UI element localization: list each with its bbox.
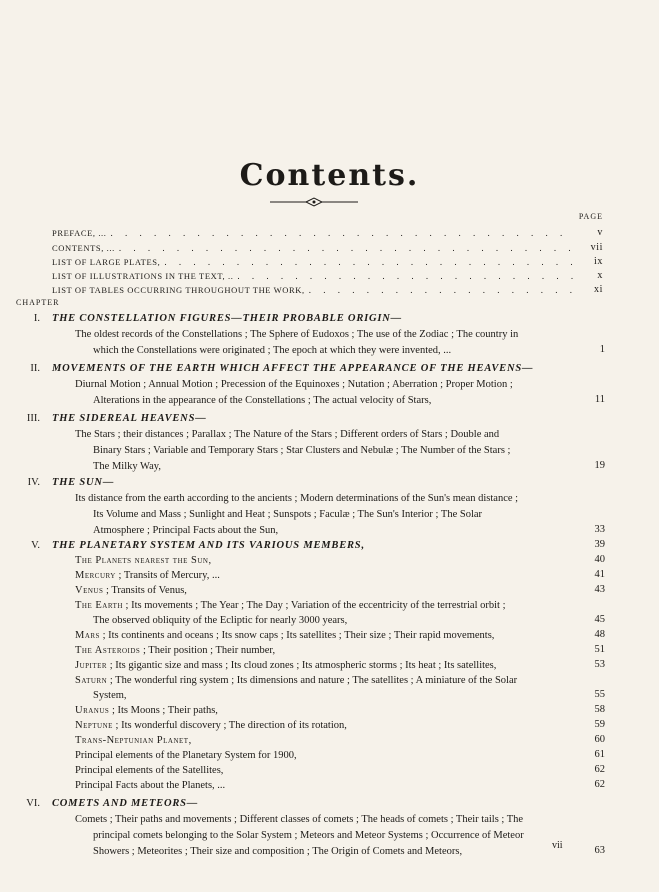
entry-page: 55 (594, 689, 605, 700)
chapter-title: THE SUN— (52, 477, 115, 488)
entry-subject: Venus (75, 585, 104, 596)
entry-line: Alterations in the appearance of the Constellations ; The actual velocity of Stars, (93, 395, 432, 406)
front-matter-row (52, 225, 603, 239)
entry-subject: Jupiter (75, 660, 108, 671)
entry-subject: The Asteroids (75, 645, 141, 656)
entry-line: Its distance from the earth according to the ancients ; Modern determinations of the Sun's mean distance ; (75, 493, 519, 504)
chapter-number: I. (33, 313, 40, 324)
chapter-number: IV. (27, 477, 40, 488)
entry-line: Trans-Neptunian Planet, (75, 735, 192, 746)
front-matter-page: vii (590, 242, 603, 253)
entry-page: 51 (594, 644, 605, 655)
entry-line: Showers ; Meteorites ; Their size and composition ; The Origin of Comets and Meteors, (93, 846, 463, 857)
front-matter-label: LIST OF ILLUSTRATIONS IN THE TEXT, .. (52, 271, 234, 281)
dot-leader (111, 227, 573, 239)
entry-line: Mars ; Its continents and oceans ; Its snow caps ; Its satellites ; Their size ; Their rapid movements, (75, 630, 495, 641)
entry-line: Diurnal Motion ; Annual Motion ; Precession of the Equinoxes ; Nutation ; Aberration ; Proper Motion ; (75, 379, 513, 390)
dot-leader (237, 270, 573, 282)
chapter-number: VI. (26, 798, 40, 809)
chapter-title: THE CONSTELLATION FIGURES—THEIR PROBABLE ORIGIN— (52, 313, 402, 324)
entry-line: System, (93, 690, 127, 701)
entry-page: 59 (594, 719, 605, 730)
entry-line: Comets ; Their paths and movements ; Different classes of comets ; The heads of comets ; Their tails ; The (75, 814, 524, 825)
entry-line: The Milky Way, (93, 461, 161, 472)
dot-leader (309, 284, 573, 296)
entry-page: 39 (594, 539, 605, 550)
entry-line: Neptune ; Its wonderful discovery ; The direction of its rotation, (75, 720, 347, 731)
entry-line: Principal elements of the Planetary System for 1900, (75, 750, 297, 761)
page-folio: vii (552, 840, 563, 851)
entry-line: Principal elements of the Satellites, (75, 765, 224, 776)
entry-line: Jupiter ; Its gigantic size and mass ; Its cloud zones ; Its atmospheric storms ; Its heat ; Its satellites, (75, 660, 497, 671)
entry-page: 62 (594, 779, 605, 790)
entry-page: 43 (594, 584, 605, 595)
entry-line: The observed obliquity of the Ecliptic for nearly 3000 years, (93, 615, 348, 626)
entry-subject: Neptune (75, 720, 113, 731)
chapter-number: II. (30, 363, 40, 374)
front-matter-page: xi (594, 284, 603, 295)
entry-page: 1 (599, 344, 605, 355)
front-matter-page: x (597, 270, 603, 281)
chapter-column-header: CHAPTER (16, 298, 60, 307)
chapter-number: III. (26, 413, 40, 424)
dot-leader (164, 256, 573, 268)
entry-line: The Stars ; their distances ; Parallax ; The Nature of the Stars ; Different orders of Stars ; Double and (75, 429, 500, 440)
entry-subject: Mars (75, 630, 100, 641)
page-title: Contents. (239, 158, 420, 193)
ornament-divider-icon (268, 197, 360, 207)
entry-line: The oldest records of the Constellations ; The Sphere of Eudoxos ; The use of the Zodiac ; The country in (75, 329, 519, 340)
front-matter-page: ix (594, 256, 603, 267)
front-matter-page: v (597, 227, 603, 238)
entry-line: Uranus ; Its Moons ; Their paths, (75, 705, 218, 716)
entry-subject: Mercury (75, 570, 116, 581)
front-matter-label: PREFACE, ... (52, 228, 107, 238)
entry-subject: The Earth (75, 600, 123, 611)
front-matter-row (52, 254, 603, 268)
front-matter-row (52, 268, 603, 282)
entry-subject: Trans-Neptunian Planet (75, 735, 189, 746)
entry-subject: Uranus (75, 705, 110, 716)
entry-line: Its Volume and Mass ; Sunlight and Heat ; Sunspots ; Faculæ ; The Sun's Interior ; The Solar (93, 509, 483, 520)
front-matter-row (52, 282, 603, 296)
entry-line: Mercury ; Transits of Mercury, ... (75, 570, 220, 581)
entry-page: 62 (594, 764, 605, 775)
entry-page: 41 (594, 569, 605, 580)
entry-line: The Earth ; Its movements ; The Year ; The Day ; Variation of the eccentricity of the terrestrial orbit ; (75, 600, 506, 611)
entry-page: 61 (594, 749, 605, 760)
entry-line: Venus ; Transits of Venus, (75, 585, 187, 596)
entry-page: 40 (594, 554, 605, 565)
dot-leader (119, 242, 573, 254)
entry-line: principal comets belonging to the Solar System ; Meteors and Meteor Systems ; Occurrence of Meteor (93, 830, 524, 841)
entry-line: Atmosphere ; Principal Facts about the Sun, (93, 525, 279, 536)
entry-page: 48 (594, 629, 605, 640)
front-matter-row (52, 240, 603, 254)
entry-line: Binary Stars ; Variable and Temporary Stars ; Star Clusters and Nebulæ ; The Number of the Stars ; (93, 445, 511, 456)
chapter-title: THE PLANETARY SYSTEM AND ITS VARIOUS MEMBERS, (52, 540, 365, 551)
chapter-title: COMETS AND METEORS— (52, 798, 199, 809)
front-matter-label: LIST OF LARGE PLATES, (52, 257, 161, 267)
entry-page: 58 (594, 704, 605, 715)
page-column-header: PAGE (578, 212, 603, 221)
chapter-number: V. (31, 540, 40, 551)
entry-line: which the Constellations were originated ; The epoch at which they were invented, ... (93, 345, 452, 356)
entry-page: 53 (594, 659, 605, 670)
entry-line: Principal Facts about the Planets, ... (75, 780, 226, 791)
entry-subject: The Planets nearest the Sun (75, 555, 209, 566)
entry-line: The Planets nearest the Sun, (75, 555, 212, 566)
entry-line: Saturn ; The wonderful ring system ; Its dimensions and nature ; The satellites ; A miniature of the Solar (75, 675, 518, 686)
entry-page: 19 (594, 460, 605, 471)
chapter-title: MOVEMENTS OF THE EARTH WHICH AFFECT THE APPEARANCE OF THE HEAVENS— (52, 363, 534, 374)
entry-page: 63 (594, 845, 605, 856)
entry-line: The Asteroids ; Their position ; Their number, (75, 645, 276, 656)
front-matter-label: LIST OF TABLES OCCURRING THROUGHOUT THE WORK, (52, 285, 305, 295)
entry-page: 11 (594, 394, 605, 405)
front-matter-label: CONTENTS, ... (52, 243, 115, 253)
entry-subject: Saturn (75, 675, 108, 686)
entry-page: 33 (594, 524, 605, 535)
chapter-title: THE SIDEREAL HEAVENS— (52, 413, 207, 424)
entry-page: 45 (594, 614, 605, 625)
entry-page: 60 (594, 734, 605, 745)
